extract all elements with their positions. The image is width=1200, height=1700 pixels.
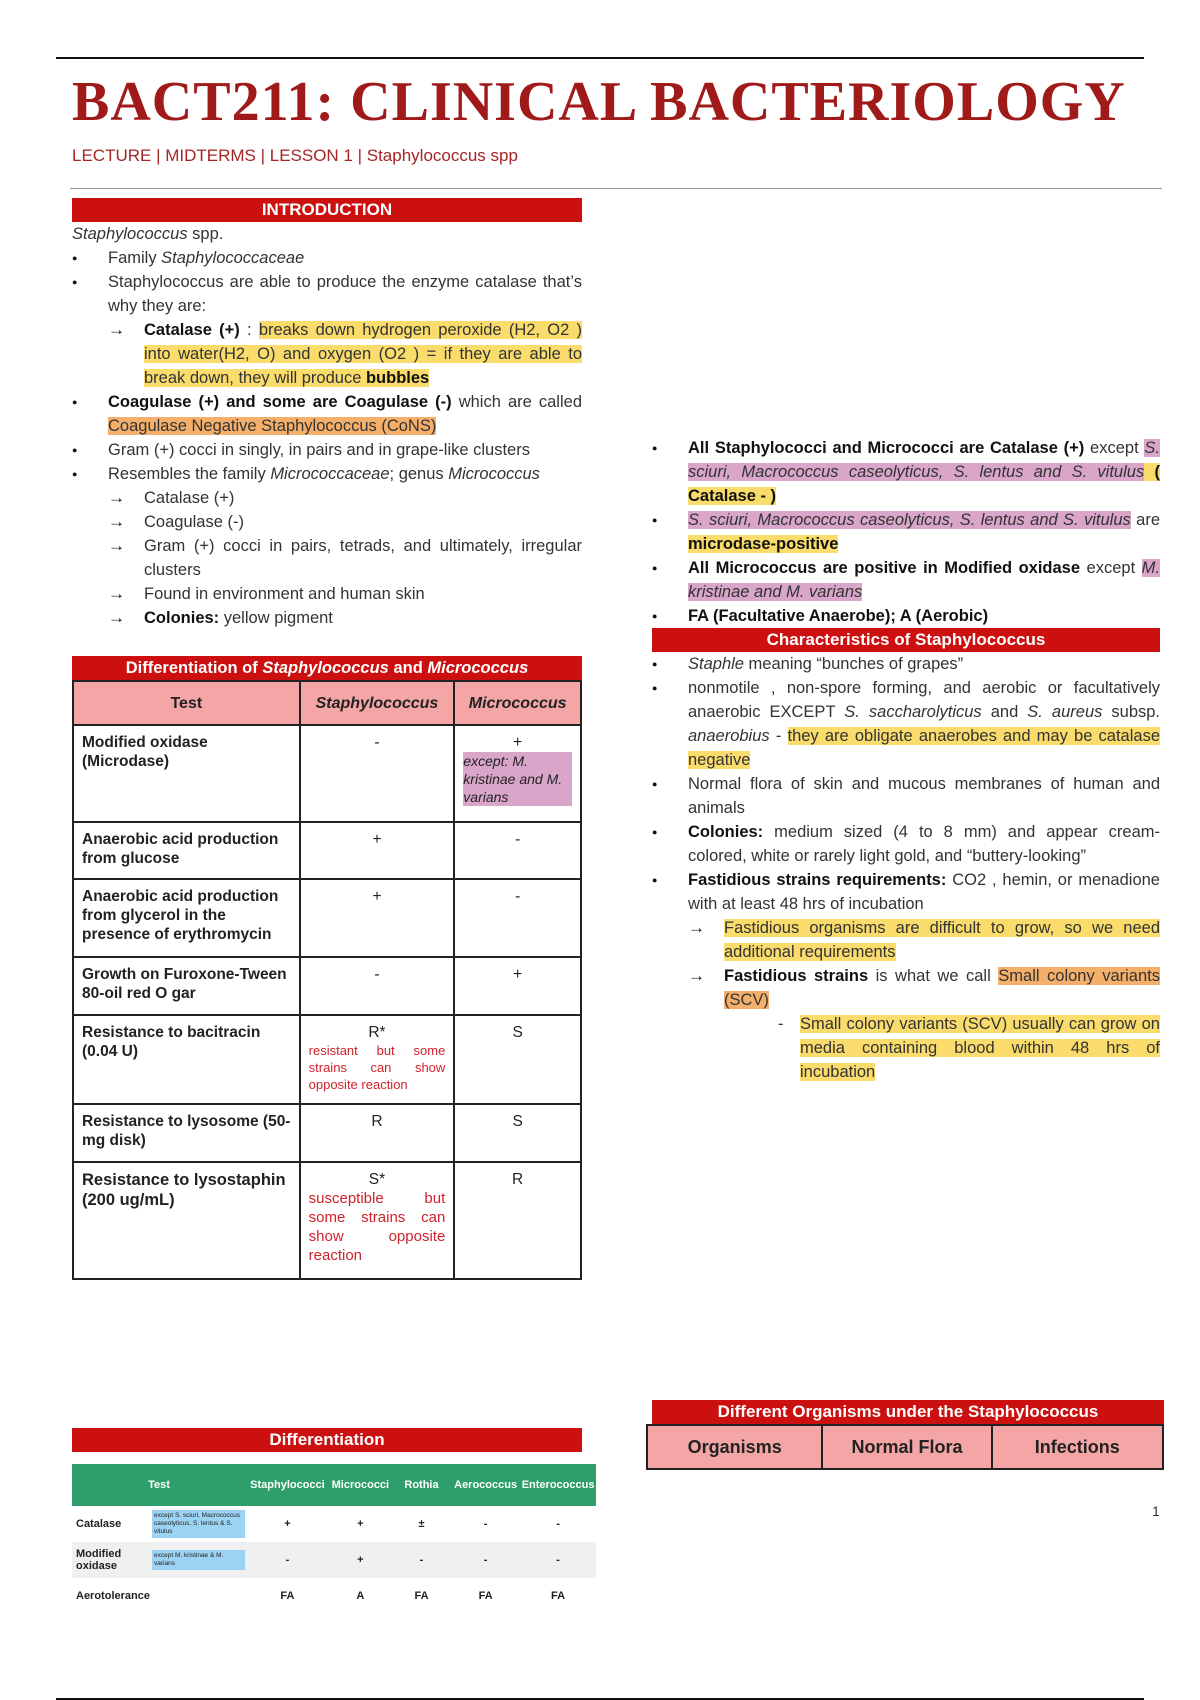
table-cell: - [454, 879, 581, 957]
diff2-section [72, 1428, 596, 1614]
table-cell: - [454, 822, 581, 879]
table-row [73, 957, 581, 1015]
characteristics-banner: Characteristics of Staphylococcus [652, 628, 1160, 652]
column-header: Enterococcus [520, 1464, 596, 1506]
table-cell: Growth on Furoxone-Tween 80-oil red O gar [73, 957, 300, 1015]
table-cell: + [454, 957, 581, 1015]
table-cell: Aerotolerance [76, 1590, 150, 1602]
table-row [72, 1542, 596, 1578]
table-cell: + [300, 822, 455, 879]
table-header-row [647, 1425, 1163, 1469]
table-cell: A [356, 1590, 365, 1602]
column-header: Infections [992, 1425, 1163, 1469]
list-item: → Catalase (+) [72, 486, 582, 510]
top-rule [56, 57, 1144, 59]
list-item: ● S. sciuri, Macrococcus caseolyticus, S. lentus and S. vitulus are microdase-positive [652, 508, 1160, 556]
column-header: Test [72, 1464, 246, 1506]
list-item: ● Staphle meaning “bunches of grapes” [652, 652, 1160, 676]
table-cell: Resistance to bacitracin (0.04 U) [73, 1015, 300, 1104]
column-header: Test [73, 681, 300, 725]
table-cell: Resistance to lysosome (50-mg disk) [73, 1104, 300, 1162]
table-row [73, 725, 581, 822]
list-item: ● Gram (+) cocci in singly, in pairs and in grape-like clusters [72, 438, 582, 462]
table-cell: Modified oxidase [72, 1542, 151, 1578]
table-cell: R* resistant but some strains can show opposite reaction [300, 1015, 455, 1104]
left-column [72, 198, 582, 630]
table-row [73, 879, 581, 957]
right-list [652, 436, 1160, 628]
table-cell: - [451, 1542, 520, 1578]
list-item: → Found in environment and human skin [72, 582, 582, 606]
table-cell: - [246, 1542, 329, 1578]
list-item: ● All Staphylococci and Micrococci are Catalase (+) except S. sciuri, Macrococcus caseolyticus, S. lentus and S. vitulus ( Catalase - ) [652, 436, 1160, 508]
page-title: BACT211: CLINICAL BACTERIOLOGY [72, 71, 1126, 133]
table-cell: FA [414, 1590, 429, 1602]
list-item: ● Staphylococcus are able to produce the enzyme catalase that’s why they are: [72, 270, 582, 318]
intro-banner: INTRODUCTION [72, 198, 582, 222]
table-cell: FA [478, 1590, 493, 1602]
column-header: Micrococci [329, 1464, 392, 1506]
intro-genus-line: Staphylococcus spp. [72, 225, 224, 243]
column-header: Rothia [392, 1464, 451, 1506]
characteristics-list [652, 652, 1160, 1084]
table-cell: S [454, 1104, 581, 1162]
table-cell: - [556, 1518, 560, 1530]
table-cell: Modified oxidase (Microdase) [73, 725, 300, 822]
table-cell: R [300, 1104, 455, 1162]
table-cell: except S. sciuri, Macrococcus caseolyticus, S. lentus & S. vitulus [151, 1506, 246, 1542]
table-cell: ± [418, 1518, 425, 1530]
table-cell [151, 1578, 246, 1614]
list-item: ● All Micrococcus are positive in Modified oxidase except M. kristinae and M. varians [652, 556, 1160, 604]
column-header: Normal Flora [822, 1425, 991, 1469]
table-cell: - [520, 1542, 596, 1578]
table-cell: - [300, 725, 455, 822]
table-row [72, 1578, 596, 1614]
table-cell: Anaerobic acid production from glycerol in the presence of erythromycin [73, 879, 300, 957]
table-header-row [72, 1464, 596, 1506]
table-cell: - [392, 1542, 451, 1578]
table-row [73, 822, 581, 879]
table-cell: except M. kristinae & M. varians [151, 1542, 246, 1578]
table-cell: + except: M. kristinae and M. varians [454, 725, 581, 822]
table-cell: S [454, 1015, 581, 1104]
list-item: ● Coagulase (+) and some are Coagulase (-) which are called Coagulase Negative Staphylococcus (CoNS) [72, 390, 582, 438]
page-number: 1 [1152, 1503, 1160, 1519]
diff2-table [72, 1464, 596, 1614]
diff2-banner: Differentiation [72, 1428, 582, 1452]
table-cell: - [483, 1518, 488, 1530]
table-header-row [73, 681, 581, 725]
column-header: Staphylococcus [300, 681, 455, 725]
list-item: → Fastidious organisms are difficult to grow, so we need additional requirements [652, 916, 1160, 964]
list-item: ● nonmotile , non-spore forming, and aerobic or facultatively anaerobic EXCEPT S. saccharolyticus and S. aureus subsp. anaerobius - they are obligate anaerobes and may be catalase negative [652, 676, 1160, 772]
organisms-table [646, 1424, 1164, 1470]
intro-list [72, 246, 582, 630]
list-item: → Fastidious strains is what we call Small colony variants (SCV) [652, 964, 1160, 1012]
table-cell: + [329, 1542, 392, 1578]
column-header: Aerococcus [451, 1464, 520, 1506]
list-item: ● FA (Facultative Anaerobe); A (Aerobic) [652, 604, 1160, 628]
table-row [72, 1506, 596, 1542]
table-cell: + [300, 879, 455, 957]
table-cell: FA [280, 1590, 295, 1602]
list-item: → Coagulase (-) [72, 510, 582, 534]
diff-table-banner: Differentiation of Staphylococcus and Micrococcus [72, 656, 582, 680]
organisms-section [652, 1400, 1164, 1470]
list-item: → Gram (+) cocci in pairs, tetrads, and ultimately, irregular clusters [72, 534, 582, 582]
table-cell: Resistance to lysostaphin (200 ug/mL) [73, 1162, 300, 1279]
list-item: ● Family Staphylococcaceae [72, 246, 582, 270]
list-item: ● Resembles the family Micrococcaceae; genus Micrococcus [72, 462, 582, 486]
page-subtitle: LECTURE | MIDTERMS | LESSON 1 | Staphylococcus spp [72, 146, 518, 165]
table-cell: Anaerobic acid production from glucose [73, 822, 300, 879]
table-row [73, 1104, 581, 1162]
column-header: Micrococcus [454, 681, 581, 725]
table-cell: Catalase [76, 1518, 122, 1530]
table-cell: - [300, 957, 455, 1015]
diff-table-section [72, 656, 582, 1280]
table-cell: S* susceptible but some strains can show opposite reaction [300, 1162, 455, 1279]
table-row [73, 1015, 581, 1104]
column-header: Staphylococci [246, 1464, 329, 1506]
list-item: - Small colony variants (SCV) usually can grow on media containing blood within 48 hrs of incubation [652, 1012, 1160, 1084]
table-cell: + [284, 1518, 291, 1530]
table-cell: R [454, 1162, 581, 1279]
list-item: ● Fastidious strains requirements: CO2 , hemin, or menadione with at least 48 hrs of incubation [652, 868, 1160, 916]
right-column [652, 436, 1160, 1084]
diff-table [72, 680, 582, 1280]
list-item: → Catalase (+) : breaks down hydrogen peroxide (H2, O2 ) into water(H2, O) and oxygen (O2 ) = if they are able to break down, they will produce bubbles [72, 318, 582, 390]
table-row [73, 1162, 581, 1279]
list-item: → Colonies: yellow pigment [72, 606, 582, 630]
table-cell: FA [551, 1590, 566, 1602]
list-item: ● Colonies: medium sized (4 to 8 mm) and appear cream-colored, white or rarely light gold, and “buttery-looking” [652, 820, 1160, 868]
subtitle-rule [70, 188, 1162, 189]
organisms-banner: Different Organisms under the Staphylococcus [652, 1400, 1164, 1424]
list-item: ● Normal flora of skin and mucous membranes of human and animals [652, 772, 1160, 820]
table-cell: + [357, 1518, 364, 1530]
column-header: Organisms [647, 1425, 822, 1469]
